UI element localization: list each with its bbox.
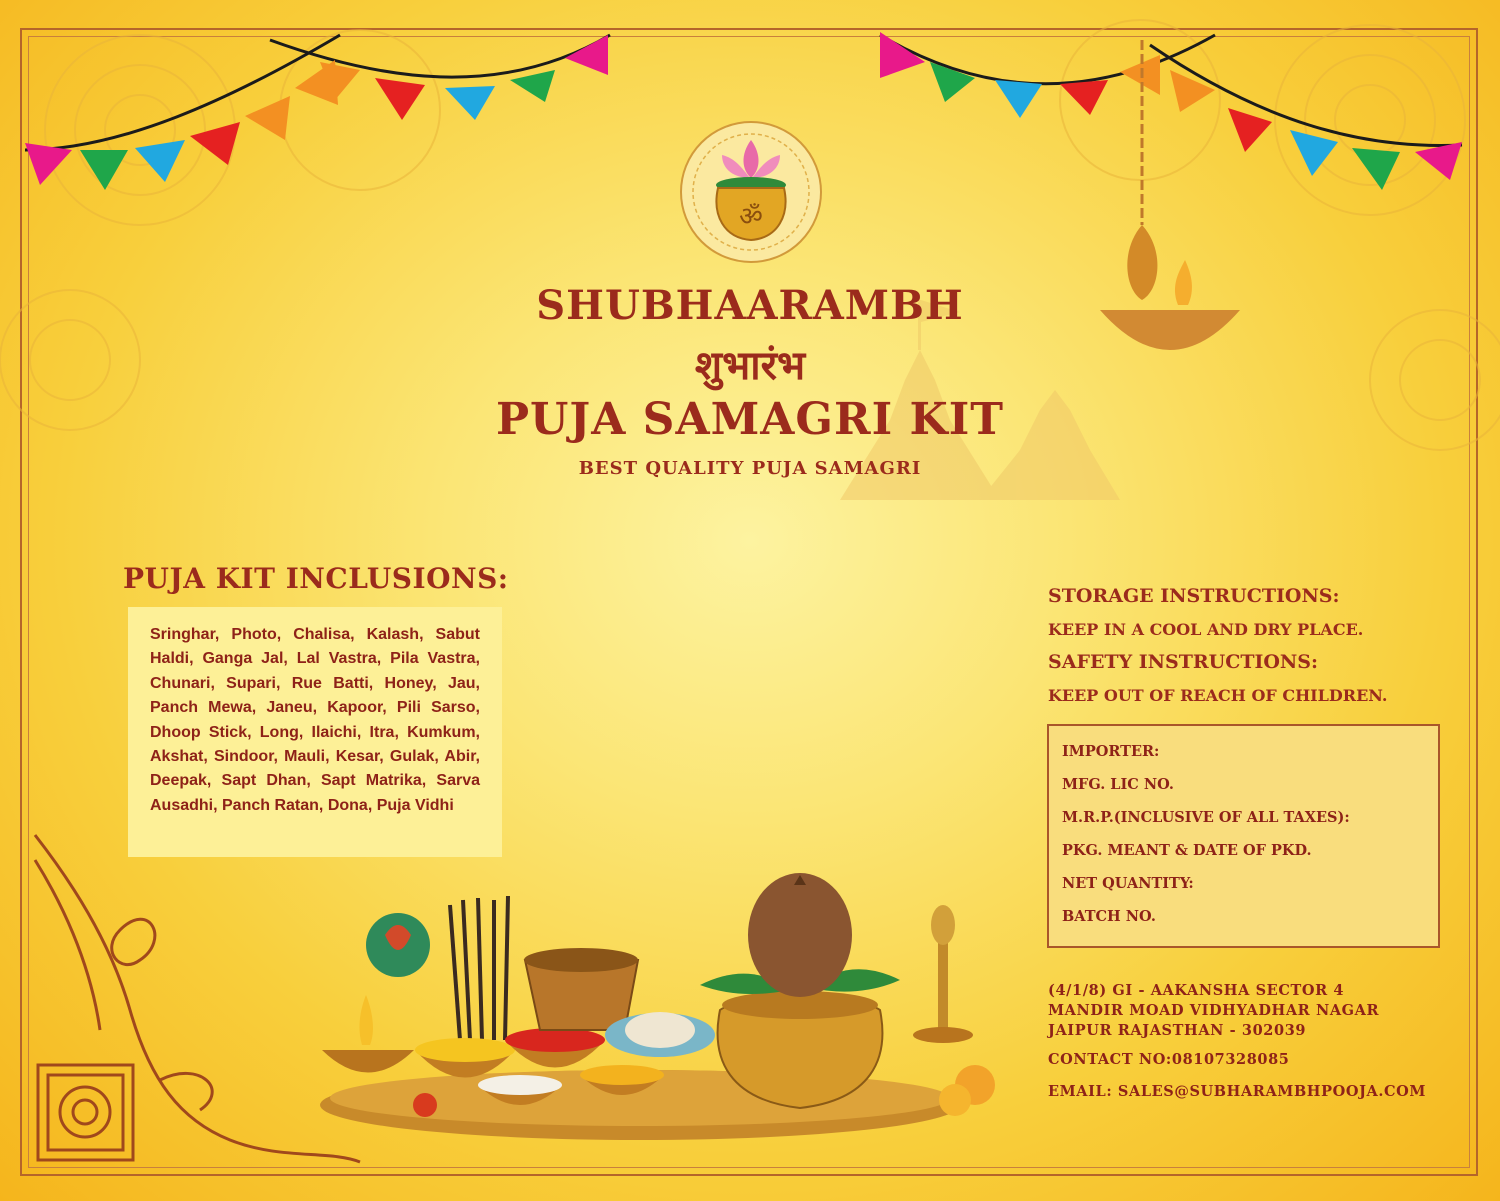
contact-number: CONTACT NO:08107328085 — [1048, 1051, 1290, 1068]
tagline: BEST QUALITY PUJA SAMAGRI — [578, 458, 922, 479]
importer-label: IMPORTER: — [1062, 743, 1160, 760]
address-line-3: JAIPUR RAJASTHAN - 302039 — [1048, 1022, 1307, 1039]
storage-heading: STORAGE INSTRUCTIONS: — [1048, 585, 1340, 607]
address-line-2: MANDIR MOAD VIDHYADHAR NAGAR — [1048, 1002, 1380, 1019]
batch-no-label: BATCH NO. — [1062, 908, 1156, 925]
puja-items-illustration-icon — [320, 873, 995, 1140]
svg-text:ॐ: ॐ — [739, 202, 763, 232]
safety-text: KEEP OUT OF REACH OF CHILDREN. — [1048, 686, 1388, 705]
inclusions-heading: PUJA KIT INCLUSIONS: — [123, 562, 509, 595]
storage-text: KEEP IN A COOL AND DRY PLACE. — [1048, 620, 1364, 639]
product-info-box — [1047, 724, 1440, 948]
brand-name-hindi: शुभारंभ — [694, 343, 806, 389]
kalash-lotus-om-icon — [681, 122, 821, 262]
corner-ornament-icon — [35, 835, 360, 1162]
address-line-1: (4/1/8) GI - AAKANSHA SECTOR 4 — [1048, 982, 1345, 999]
safety-heading: SAFETY INSTRUCTIONS: — [1048, 651, 1319, 673]
pkg-date-label: PKG. MEANT & DATE OF PKD. — [1062, 842, 1312, 859]
inclusions-list-text: Sringhar, Photo, Chalisa, Kalash, Sabut Haldi, Ganga Jal, Lal Vastra, Pila Vastra, Chunari, Supari, Rue Batti, Honey, Jau, Panch Mewa, Janeu, Kapoor, Pili Sarso, Dhoop Stick, Long, Ilaichi, Itra, Kumkum, Akshat, Sindoor, Mauli, Kesar, Gulak, Abir, Deepak, Sapt Dhan, Sapt Matrika, Sarva Ausadhi, Panch Ratan, Dona, Puja Vidhi — [150, 626, 480, 814]
net-quantity-label: NET QUANTITY: — [1062, 875, 1194, 892]
brand-name: SHUBHAARAMBH — [536, 282, 964, 329]
bunting-flags-icon — [25, 35, 610, 190]
product-title: PUJA SAMAGRI KIT — [495, 394, 1005, 445]
mrp-label: M.R.P.(INCLUSIVE OF ALL TAXES): — [1062, 809, 1350, 826]
email-address: EMAIL: SALES@SUBHARAMBHPOOJA.COM — [1048, 1083, 1427, 1100]
mfg-lic-label: MFG. LIC NO. — [1062, 776, 1174, 793]
inclusions-box — [128, 607, 502, 857]
